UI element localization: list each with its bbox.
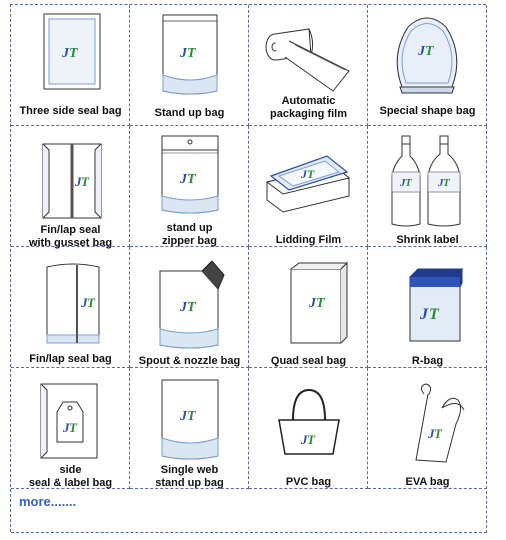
product-cell-fin-lap-seal-gusset-bag[interactable] bbox=[11, 126, 130, 247]
svg-text:J: J bbox=[309, 296, 316, 311]
product-cell-stand-up-zipper-bag[interactable] bbox=[130, 126, 249, 247]
product-label: Stand up bag bbox=[154, 107, 225, 119]
product-label: Fin/lap seal bag bbox=[29, 353, 112, 365]
product-cell-lidding-film[interactable] bbox=[249, 126, 368, 247]
product-cell-special-shape-bag[interactable] bbox=[368, 5, 487, 126]
svg-text:T: T bbox=[316, 296, 325, 311]
svg-text:J: J bbox=[180, 300, 187, 315]
lidding-film-icon bbox=[249, 126, 368, 247]
product-label: Spout & nozzle bag bbox=[138, 355, 241, 367]
product-cell-side-seal-label-bag[interactable] bbox=[11, 368, 130, 489]
product-label: side seal & label bag bbox=[28, 464, 113, 489]
svg-text:T: T bbox=[434, 426, 442, 441]
svg-text:T: T bbox=[187, 46, 196, 61]
product-label: Three side seal bag bbox=[19, 105, 122, 117]
product-label: Single web stand up bag bbox=[155, 464, 224, 489]
svg-text:J: J bbox=[81, 295, 88, 310]
product-label: Shrink label bbox=[396, 234, 459, 246]
more-row bbox=[11, 491, 487, 533]
svg-text:T: T bbox=[187, 409, 196, 424]
product-label: PVC bag bbox=[285, 476, 332, 488]
product-cell-fin-lap-seal-bag[interactable] bbox=[11, 247, 130, 368]
product-cell-automatic-packaging-film[interactable] bbox=[249, 5, 368, 126]
product-grid bbox=[10, 4, 486, 532]
product-cell-single-web-stand-up-bag[interactable] bbox=[130, 368, 249, 489]
svg-text:J: J bbox=[400, 177, 406, 189]
svg-text:J: J bbox=[418, 44, 425, 59]
fin-seal-bag-icon bbox=[11, 247, 130, 368]
shrink-label-bottles-icon bbox=[368, 126, 487, 247]
svg-text:J: J bbox=[428, 426, 435, 441]
svg-text:T: T bbox=[187, 172, 196, 187]
svg-text:J: J bbox=[420, 306, 428, 323]
svg-text:J: J bbox=[62, 46, 69, 61]
product-cell-three-side-seal-bag[interactable] bbox=[11, 5, 130, 126]
svg-text:J: J bbox=[180, 409, 187, 424]
product-label: Quad seal bag bbox=[270, 355, 347, 367]
svg-text:T: T bbox=[69, 46, 78, 61]
product-cell-spout-nozzle-bag[interactable] bbox=[130, 247, 249, 368]
svg-text:J: J bbox=[180, 46, 187, 61]
product-label: stand up zipper bag bbox=[161, 222, 217, 247]
svg-text:T: T bbox=[405, 177, 412, 189]
product-label: Automatic packaging film bbox=[269, 95, 348, 120]
product-cell-r-bag[interactable] bbox=[368, 247, 487, 368]
svg-text:T: T bbox=[69, 420, 77, 435]
eva-bag-icon bbox=[368, 368, 487, 489]
svg-text:J: J bbox=[301, 167, 307, 181]
more-link[interactable]: more....... bbox=[19, 494, 77, 509]
product-label: R-bag bbox=[411, 355, 444, 367]
product-cell-shrink-label[interactable] bbox=[368, 126, 487, 247]
svg-text:T: T bbox=[307, 432, 315, 447]
svg-text:T: T bbox=[187, 300, 196, 315]
svg-text:T: T bbox=[429, 306, 439, 323]
svg-text:J: J bbox=[63, 420, 70, 435]
product-label: Fin/lap seal with gusset bag bbox=[28, 224, 113, 249]
quad-seal-bag-icon bbox=[249, 247, 368, 368]
product-cell-pvc-bag[interactable] bbox=[249, 368, 368, 489]
svg-text:T: T bbox=[443, 177, 450, 189]
product-cell-eva-bag[interactable] bbox=[368, 368, 487, 489]
svg-text:J: J bbox=[180, 172, 187, 187]
product-cell-stand-up-bag[interactable] bbox=[130, 5, 249, 126]
r-bag-icon bbox=[368, 247, 487, 368]
svg-text:T: T bbox=[425, 44, 434, 59]
svg-text:T: T bbox=[307, 167, 315, 181]
product-label: Lidding Film bbox=[275, 234, 342, 246]
spout-bag-icon bbox=[130, 247, 249, 368]
svg-text:J: J bbox=[75, 174, 82, 189]
svg-text:J: J bbox=[301, 432, 308, 447]
svg-text:T: T bbox=[87, 295, 95, 310]
product-label: EVA bag bbox=[405, 476, 450, 488]
product-label: Special shape bag bbox=[379, 105, 476, 117]
pvc-handbag-icon bbox=[249, 368, 368, 489]
svg-text:J: J bbox=[438, 177, 444, 189]
svg-text:T: T bbox=[81, 174, 89, 189]
product-cell-quad-seal-bag[interactable] bbox=[249, 247, 368, 368]
